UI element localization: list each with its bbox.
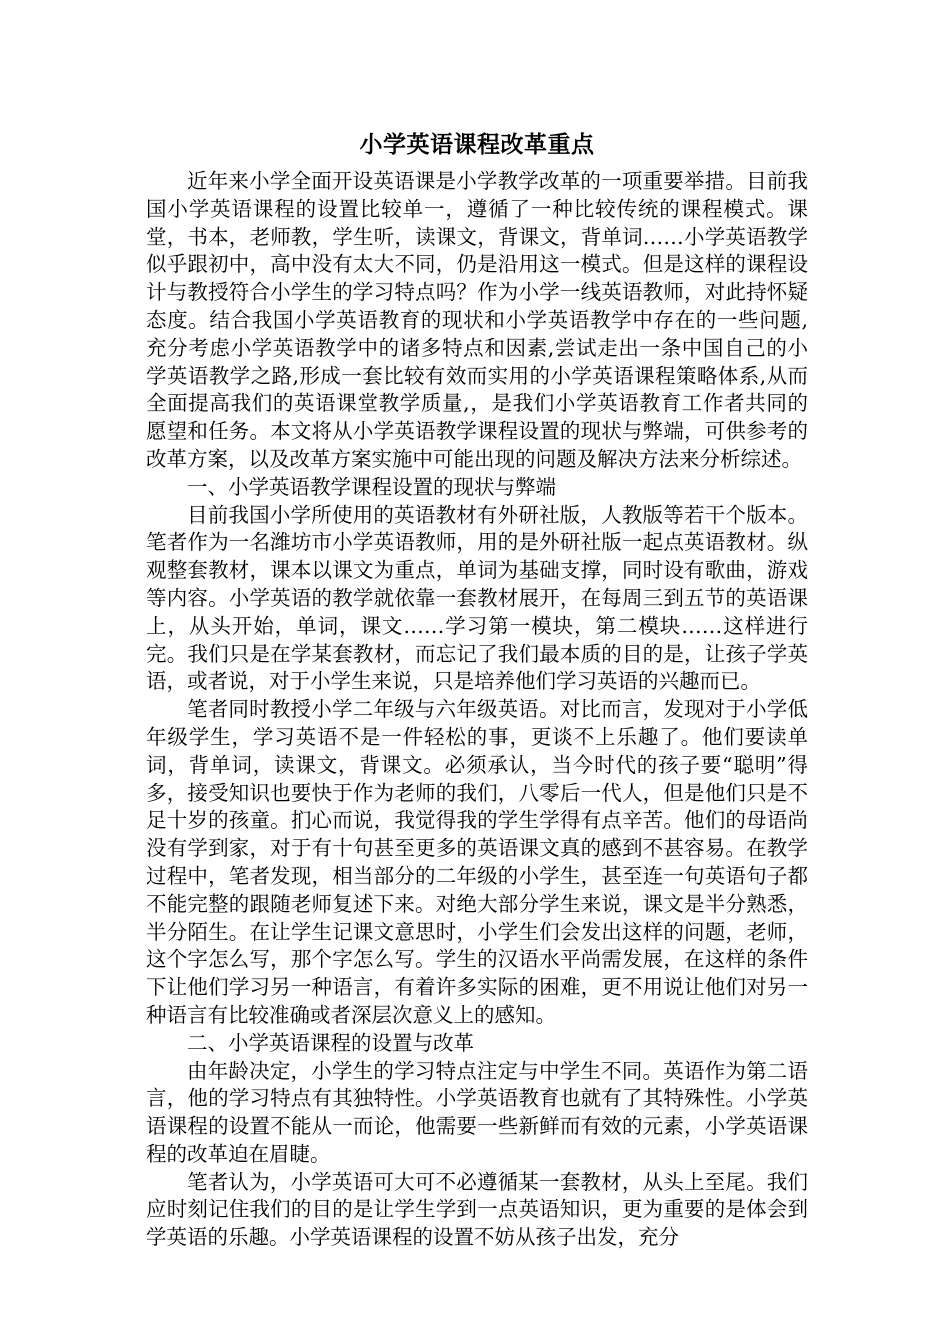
section-heading-1: 一、小学英语教学课程设置的现状与弊端 [187, 474, 556, 499]
document-page [146, 128, 808, 1252]
document-title: 小学英语课程改革重点 [359, 131, 595, 158]
intro-paragraph: 近年来小学全面开设英语课是小学教学改革的一项重要举措。目前我国小学英语课程的设置比较单一，遵循了一种比较传统的课程模式。课堂，书本，老师教，学生听，读课文，背课文，背单词……小学英语教学似乎跟初中，高中没有太大不同，仍是沿用这一模式。但是这样的课程设计与教授符合小学生的学习特点吗？作为小学一线英语教师，对此持怀疑态度。结合我国小学英语教育的现状和小学英语教学中存在的一些问题,充分考虑小学英语教学中的诸多特点和因素,尝试走出一条中国自己的小学英语教学之路,形成一套比较有效而实用的小学英语课程策略体系,从而全面提高我们的英语课堂教学质量,，是我们小学英语教育工作者共同的愿望和任务。本文将从小学英语教学课程设置的现状与弊端，可供参考的改革方案，以及改革方案实施中可能出现的问题及解决方法来分析综述。 [146, 169, 808, 471]
body-paragraph: 目前我国小学所使用的英语教材有外研社版，人教版等若干个版本。笔者作为一名潍坊市小学英语教师，用的是外研社版一起点英语教材。纵观整套教材，课本以课文为重点，单词为基础支撑，同时设有歌曲，游戏等内容。小学英语的教学就依靠一套教材展开，在每周三到五节的英语课上，从头开始，单词，课文……学习第一模块，第二模块……这样进行完。我们只是在学某套教材，而忘记了我们最本质的目的是，让孩子学英语，或者说，对于小学生来说，只是培养他们学习英语的兴趣而已。 [146, 502, 808, 694]
section-heading-2: 二、小学英语课程的设置与改革 [187, 1030, 474, 1055]
body-paragraph: 笔者认为，小学英语可大可不必遵循某一套教材，从头上至尾。我们应时刻记住我们的目的是让学生学到一点英语知识，更为重要的是体会到学英语的乐趣。小学英语课程的设置不妨从孩子出发，充分 [146, 1169, 808, 1250]
body-paragraph: 笔者同时教授小学二年级与六年级英语。对比而言，发现对于小学低年级学生，学习英语不是一件轻松的事，更谈不上乐趣了。他们要读单词，背单词，读课文，背课文。必须承认，当今时代的孩子要“聪明”得多，接受知识也要快于作为老师的我们，八零后一代人，但是他们只是不足十岁的孩童。扪心而说，我觉得我的学生学得有点辛苦。他们的母语尚没有学到家，对于有十句甚至更多的英语课文真的感到不甚容易。在教学过程中，笔者发现，相当部分的二年级的小学生，甚至连一句英语句子都不能完整的跟随老师复述下来。对绝大部分学生来说，课文是半分熟悉，半分陌生。在让学生记课文意思时，小学生们会发出这样的问题，老师，这个字怎么写，那个字怎么写。学生的汉语水平尚需发展，在这样的条件下让他们学习另一种语言，有着许多实际的困难，更不用说让他们对另一种语言有比较准确或者深层次意义上的感知。 [146, 697, 808, 1027]
body-paragraph: 由年龄决定，小学生的学习特点注定与中学生不同。英语作为第二语言，他的学习特点有其独特性。小学英语教育也就有了其特殊性。小学英语课程的设置不能从一而论，他需要一些新鲜而有效的元素，小学英语课程的改革迫在眉睫。 [146, 1058, 808, 1166]
document-body [146, 168, 808, 1252]
